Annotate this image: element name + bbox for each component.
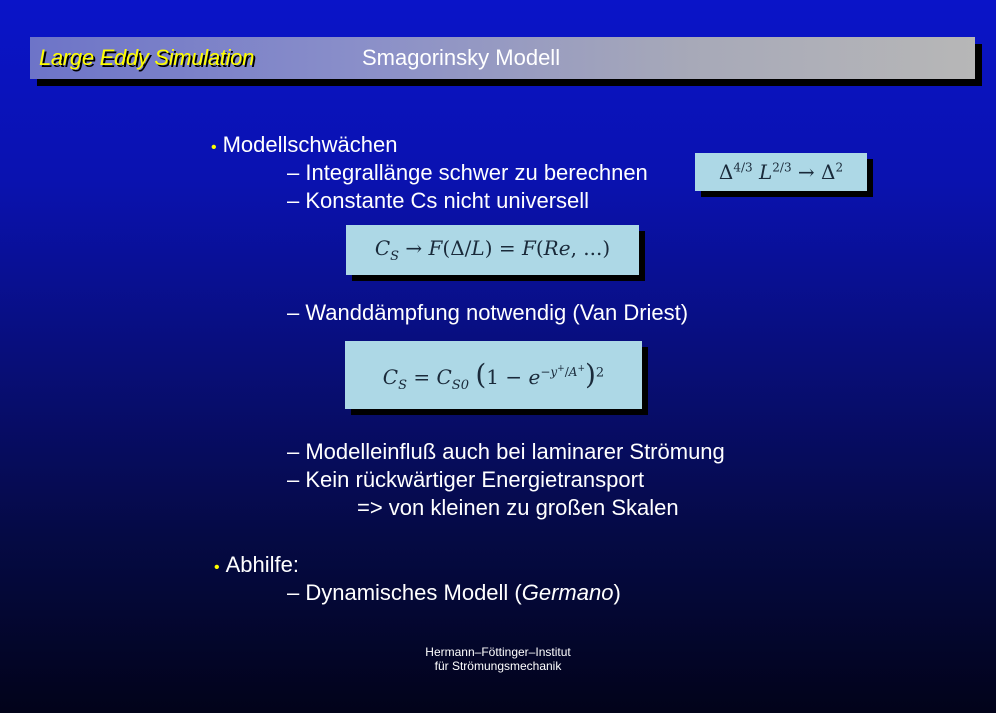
sub-note-skalen: => von kleinen zu großen Skalen: [357, 495, 679, 520]
formula-cs-function: $C_S \to F(\Delta/L) = F(Re$, ...): [346, 225, 639, 275]
sub-item-integrallaenge: – Integrallänge schwer zu berechnen: [287, 160, 648, 185]
sub-item-dynamisches-modell: [287, 580, 621, 606]
header-left-title: Large Eddy Simulation: [39, 45, 255, 70]
bullet-dot-icon: •: [214, 559, 220, 576]
sub-item-wanddaempfung: – Wanddämpfung notwendig (Van Driest): [287, 300, 689, 325]
sub-item-konstante-cs: – Konstante Cs nicht universell: [287, 188, 590, 213]
bullet-abhilfe: [214, 552, 299, 578]
sub-item-energietransport: – Kein rückwärtiger Energietransport: [287, 467, 645, 492]
item-suffix: ): [613, 580, 621, 605]
bullet-label: Abhilfe:: [225, 552, 299, 577]
sub-item-modelleinfluss: – Modelleinfluß auch bei laminarer Strömung: [287, 439, 725, 464]
title-bar: [30, 37, 975, 79]
item-author: Germano: [521, 580, 614, 605]
header-right-title: Smagorinsky Modell: [362, 45, 561, 70]
bullet-dot-icon: •: [211, 139, 217, 156]
formula-van-driest: $C_S = C_{S0}$ $(1 - e^{-y^+/A^+})^2$: [345, 341, 642, 409]
bullet-modellschwaechen: [211, 132, 397, 158]
item-prefix: – Dynamisches Modell (: [287, 580, 522, 605]
bullet-label: Modellschwächen: [222, 132, 398, 157]
footer-subtitle: für Strömungsmechanik: [434, 659, 562, 673]
footer-institute: Hermann–Föttinger–Institut: [425, 645, 571, 659]
formula-delta-scaling: $\Delta^{4/3}$ $L^{2/3} \to \Delta^2$: [695, 153, 867, 191]
